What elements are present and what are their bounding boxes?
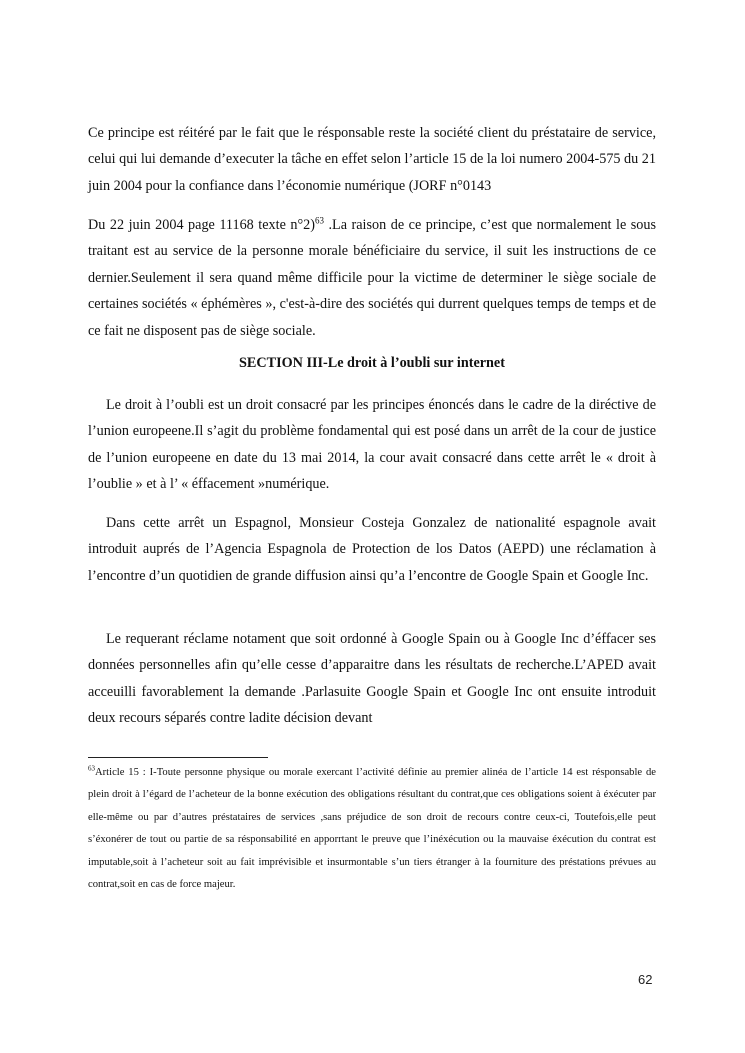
paragraph-2-rest: .La raison de ce principe, c’est que normalement le sous traitant est au service de la personne morale bénéficiaire du service, il suit les instructions de ce dernier.Seulement il sera quand même difficile pour la victime de determiner le siège sociale de certaines sociétés « éphémères », c'est-à-dire des sociétés qui durrent quelques temps de temps et de ce fait ne disposent pas de siège sociale.	[88, 217, 656, 339]
paragraph-3: Le droit à l’oubli est un droit consacré par les principes énoncés dans le cadre de la diréctive de l’union europeene.Il s’agit du problème fondamental qui est posé dans un arrêt de la cour de justice de l’union europeene en date du 13 mai 2014, la cour avait consacré dans cette arrêt le « droit à l’oublie » et à l’ « éffacement »numérique.	[88, 397, 656, 493]
paragraph-4: Dans cette arrêt un Espagnol, Monsieur Costeja Gonzalez de nationalité espagnole avait introduit auprés de l’Agencia Espagnola de Protection de los Datos (AEPD) une réclamation à l’encontre d’un quotidien de grande diffusion ainsi qu’a l’encontre de Google Spain et Google Inc.	[88, 515, 656, 584]
paragraph-1: Ce principe est réitéré par le fait que le résponsable reste la société client du préstataire de service, celui qui lui demande d’executer la tâche en effet selon l’article 15 de la loi numero 2004-575 du 21 juin 2004 pour la confiance dans l’économie numérique (JORF n°0143	[88, 125, 656, 194]
paragraph-2	[88, 212, 656, 344]
footnote-text: Article 15 : I-Toute personne physique ou morale exercant l’activité définie au premier alinéa de l’article 14 est résponsable de plein droit à l’égard de l’acheteur de la bonne exécution des obligations résultant du contrat,que ces obligations soient à éxécuter par elle-même ou par d’autres préstataires de services ,sans préjudice de son droit de recours contre ceux-ci, Toutefois,elle peut s’éxonérer de tout ou partie de sa résponsabilité en apporrtant le preuve que l’inéxécution ou la mauvaise éxécution du contrat est imputable,soit à l’acheteur soit au fait imprévisible et insurmontable s’un tiers étranger à la fourniture des préstations prévues au contrat,soit en cas de force majeur.	[88, 767, 656, 891]
footnote-number: 63	[88, 764, 95, 773]
footnote-reference[interactable]: 63	[314, 215, 324, 226]
footnote	[88, 762, 656, 896]
paragraph-2-start: Du 22 juin 2004 page 11168 texte n°2)	[88, 217, 315, 233]
paragraph-5: Le requerant réclame notament que soit ordonné à Google Spain ou à Google Inc d’éffacer ses données personnelles afin qu’elle cesse d’apparaitre dans les résultats de recherche.L’APED avait acceuilli favorablement la demande .Parlasuite Google Spain et Google Inc ont ensuite introduit deux recours séparés contre ladite décision devant	[88, 631, 656, 727]
footnote-divider	[88, 757, 268, 758]
page-number: 62	[638, 972, 653, 987]
section-heading: SECTION III-Le droit à l’oubli sur internet	[239, 355, 505, 371]
